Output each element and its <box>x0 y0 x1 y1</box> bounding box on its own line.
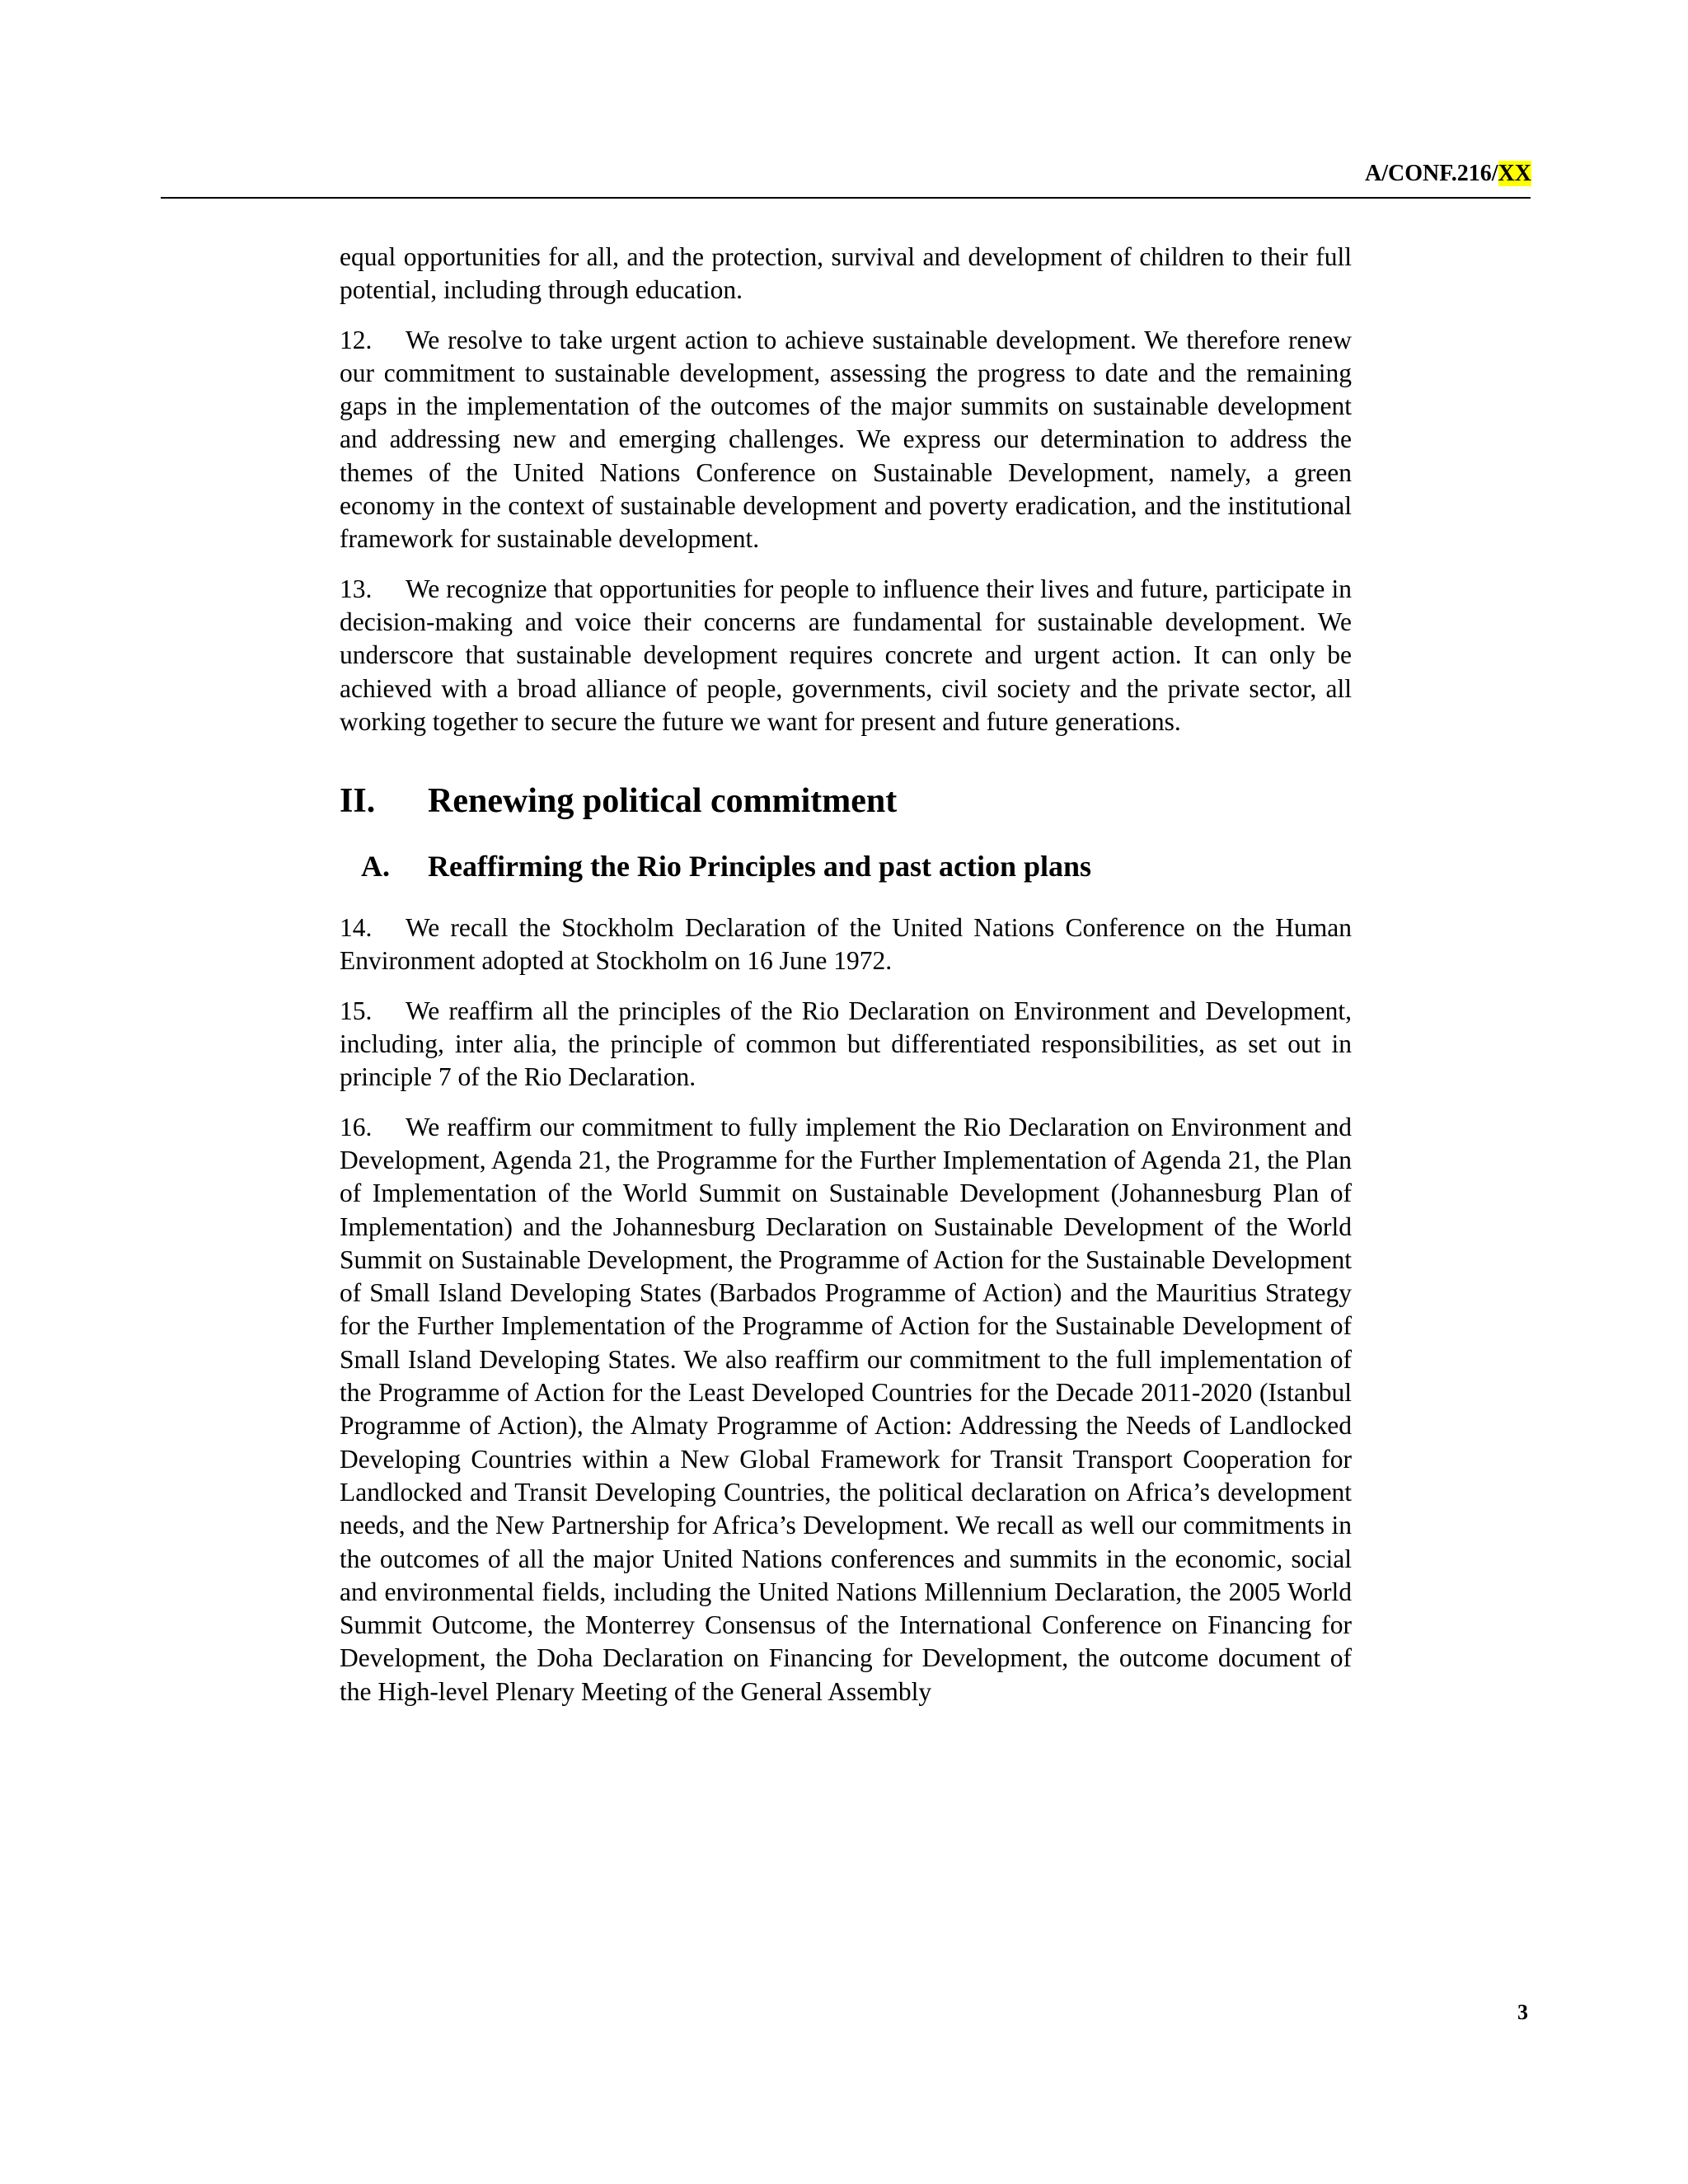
paragraph-12 <box>340 324 1352 556</box>
paragraph-text: We resolve to take urgent action to achieve sustainable development. We therefore renew our commitment to sustainable development, assessing the progress to date and the remaining gaps in the implementation of the outcomes of the major summits on sustainable development and addressing new and emerging challenges. We express our determination to address the themes of the United Nations Conference on Sustainable Development, namely, a green economy in the context of sustainable development and poverty eradication, and the institutional framework for sustainable development. <box>340 325 1352 554</box>
paragraph-text: equal opportunities for all, and the protection, survival and development of children to their full potential, including through education. <box>340 242 1352 305</box>
header-rule <box>161 197 1531 199</box>
paragraph-text: We recognize that opportunities for people to influence their lives and future, participate in decision-making and voice their concerns are fundamental for sustainable development. We underscore that sustainable development requires concrete and urgent action. It can only be achieved with a broad alliance of people, governments, civil society and the private sector, all working together to secure the future we want for present and future generations. <box>340 574 1352 736</box>
paragraph-text: We recall the Stockholm Declaration of the United Nations Conference on the Human Environment adopted at Stockholm on 16 June 1972. <box>340 913 1352 976</box>
document-symbol-highlight: XX <box>1498 161 1531 186</box>
document-symbol-prefix: A/CONF.216/ <box>1365 161 1498 186</box>
page-number: 3 <box>1517 2000 1528 2024</box>
paragraph-13 <box>340 573 1352 738</box>
paragraph-number: 13. <box>340 574 373 603</box>
chapter-heading <box>340 780 1352 823</box>
paragraph-14 <box>340 912 1352 978</box>
document-body <box>340 241 1352 1725</box>
paragraph-number: 12. <box>340 325 373 354</box>
section-title: Reaffirming the Rio Principles and past action plans <box>428 850 1092 883</box>
section-heading <box>340 847 1352 885</box>
paragraph-16 <box>340 1111 1352 1708</box>
section-number: A. <box>361 850 390 883</box>
chapter-title: Renewing political commitment <box>428 782 898 821</box>
document-symbol <box>1365 159 1531 189</box>
paragraph-number: 14. <box>340 913 373 943</box>
chapter-number: II. <box>340 782 376 821</box>
paragraph-number: 15. <box>340 996 373 1025</box>
paragraph-number: 16. <box>340 1112 373 1141</box>
paragraph-continuation <box>340 241 1352 307</box>
paragraph-15 <box>340 995 1352 1094</box>
paragraph-text: We reaffirm our commitment to fully implement the Rio Declaration on Environment and Development, Agenda 21, the Programme for the Further Implementation of Agenda 21, the Plan of Implementation of the World Summit on Sustainable Development (Johannesburg Plan of Implementation) and the Johannesburg Declaration on Sustainable Development of the World Summit on Sustainable Development, the Programme of Action for the Sustainable Development of Small Island Developing States (Barbados Programme of Action) and the Mauritius Strategy for the Further Implementation of the Programme of Action for the Sustainable Development of Small Island Developing States. We also reaffirm our commitment to the full implementation of the Programme of Action for the Least Developed Countries for the Decade 2011-2020 (Istanbul Programme of Action), the Almaty Programme of Action: Addressing the Needs of Landlocked Developing Countries within a New Global Framework for Transit Transport Cooperation for Landlocked and Transit Developing Countries, the political declaration on Africa’s development needs, and the New Partnership for Africa’s Development. We recall as well our commitments in the outcomes of all the major United Nations conferences and summits in the economic, social and environmental fields, including the United Nations Millennium Declaration, the 2005 World Summit Outcome, the Monterrey Consensus of the International Conference on Financing for Development, the Doha Declaration on Financing for Development, the outcome document of the High-level Plenary Meeting of the General Assembly <box>340 1112 1352 1706</box>
paragraph-text: We reaffirm all the principles of the Rio Declaration on Environment and Development, including, inter alia, the principle of common but differentiated responsibilities, as set out in principle 7 of the Rio Declaration. <box>340 996 1352 1092</box>
